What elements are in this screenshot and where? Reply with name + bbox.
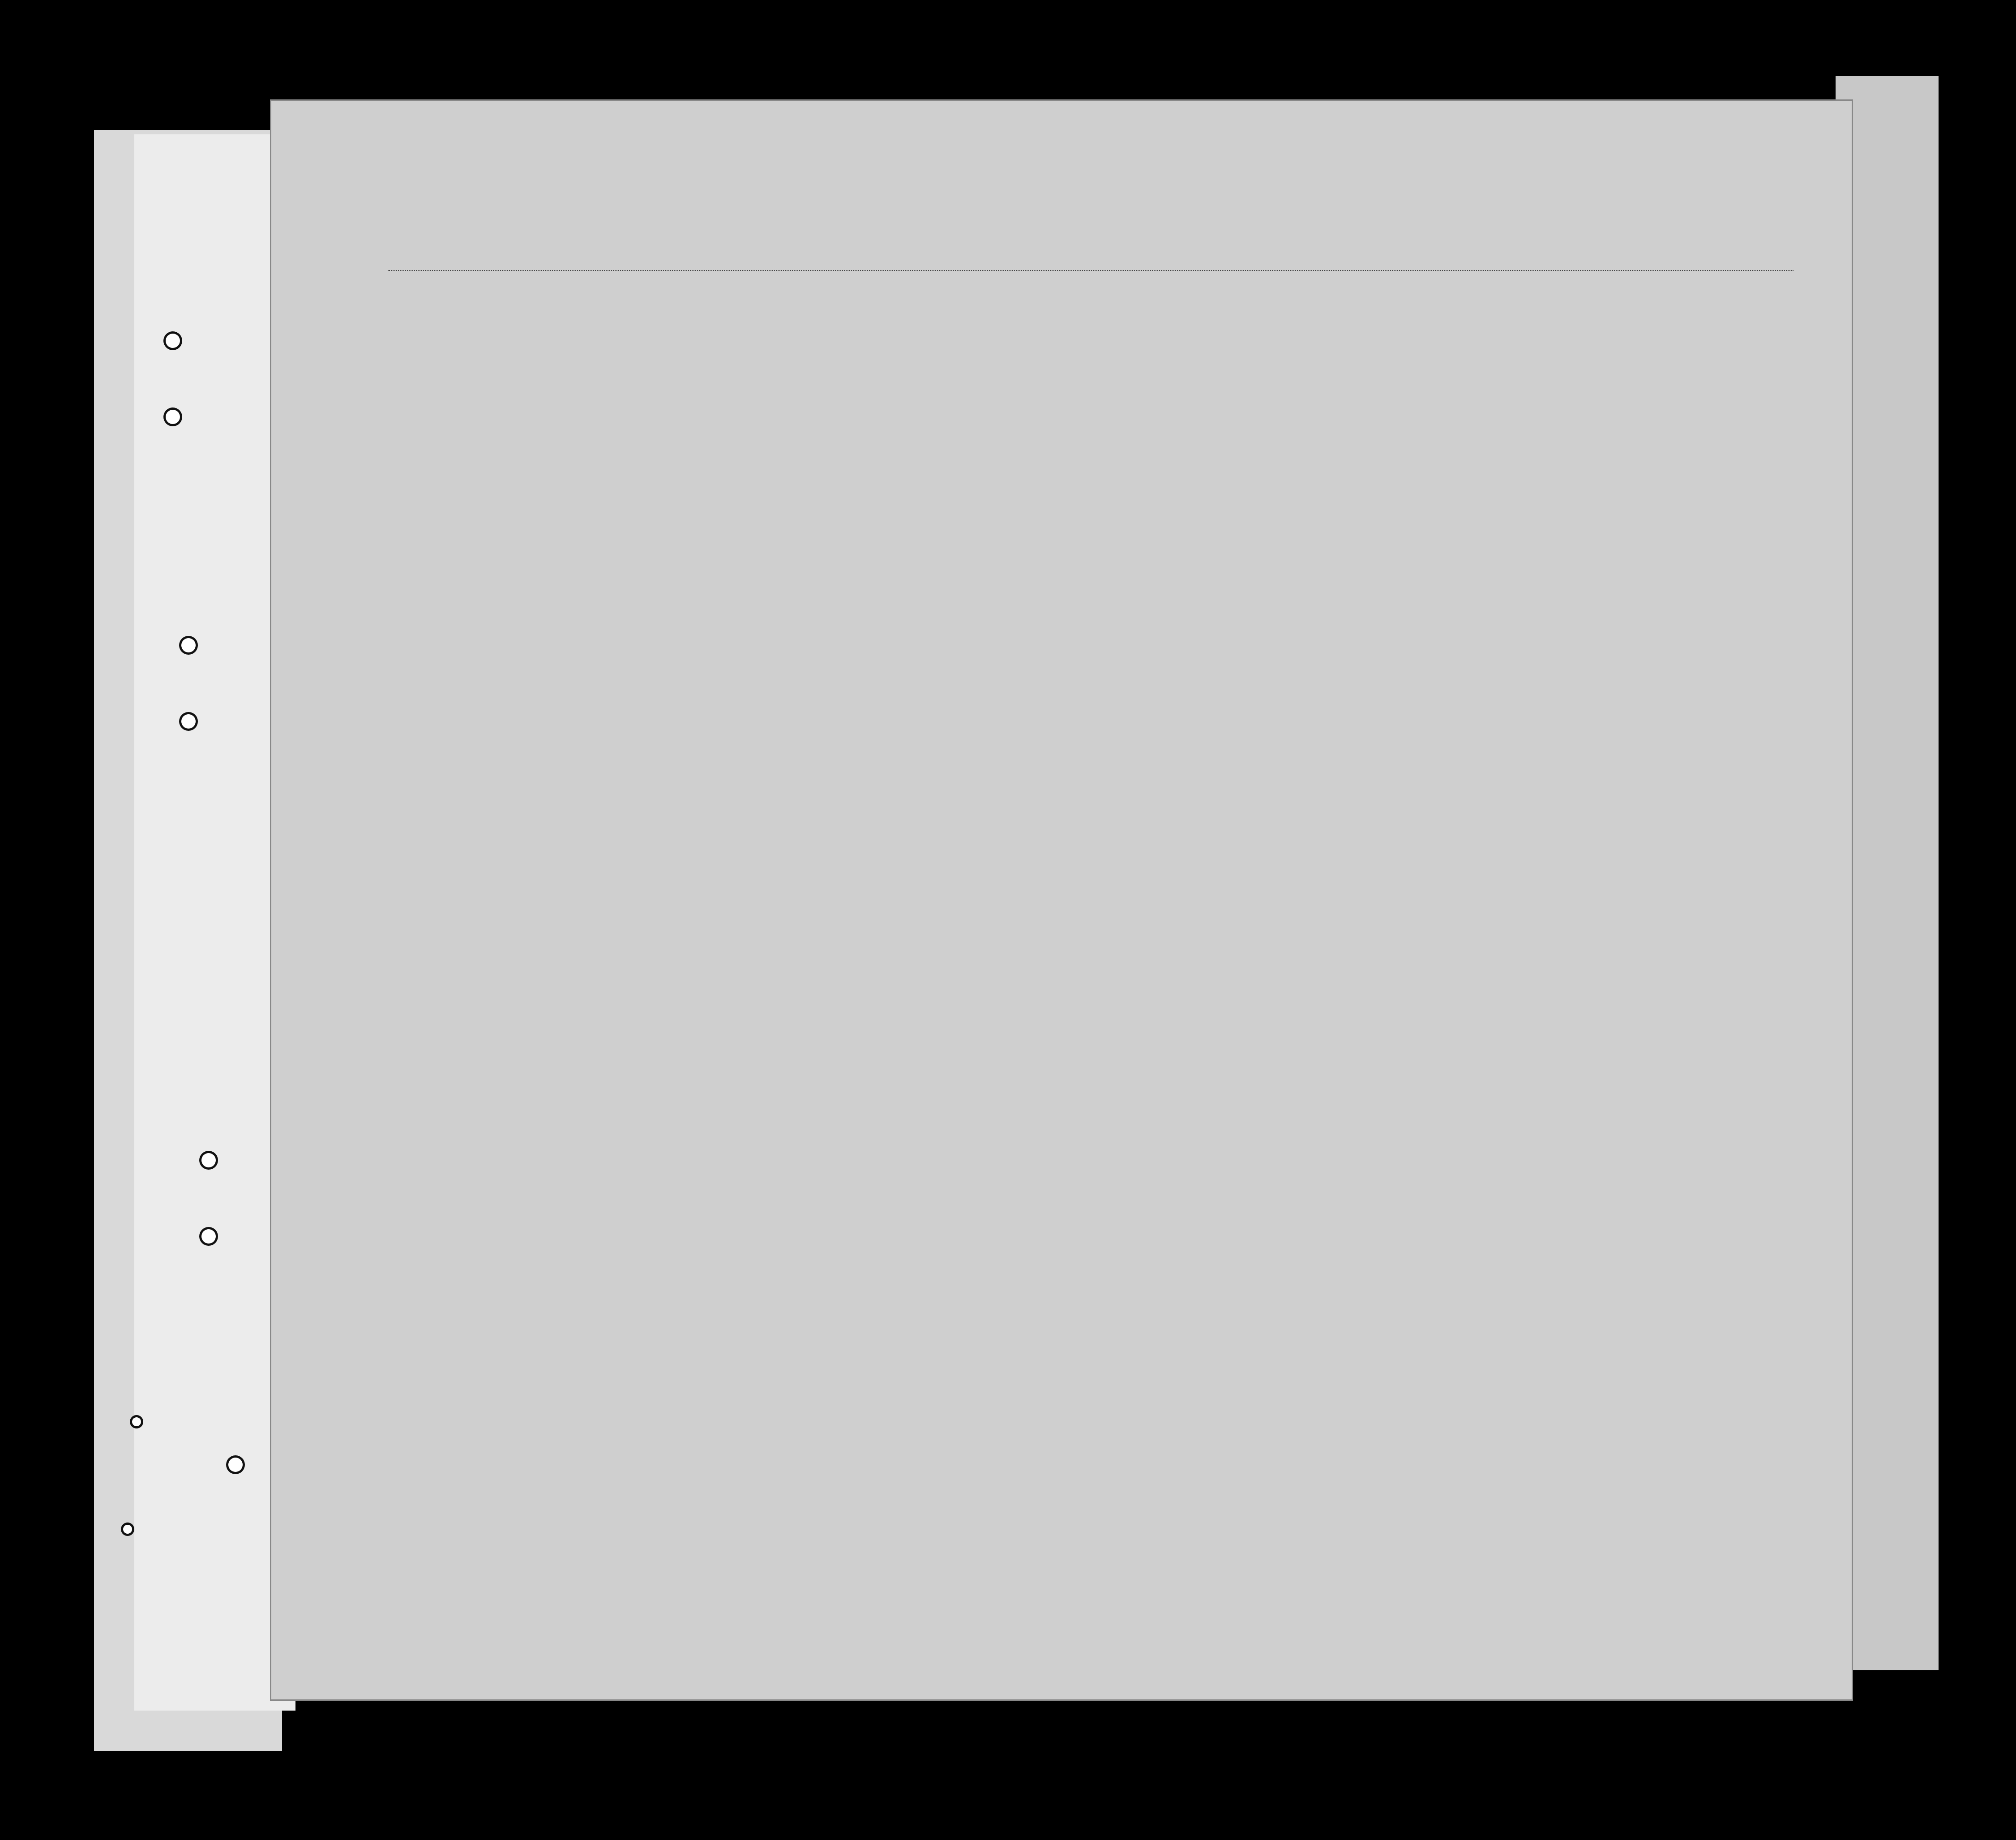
punch-hole bbox=[179, 636, 198, 655]
punch-hole bbox=[121, 1523, 134, 1536]
punch-hole bbox=[163, 331, 182, 350]
footer-line-row bbox=[1438, 1484, 1455, 1499]
manifest-page bbox=[271, 101, 1852, 1699]
punch-hole bbox=[199, 1151, 218, 1170]
punch-hole bbox=[130, 1415, 143, 1428]
footer-agents-row bbox=[1438, 1529, 1447, 1544]
punch-hole bbox=[179, 712, 198, 731]
manifest-grid bbox=[271, 101, 1852, 1699]
punch-hole bbox=[163, 407, 182, 426]
punch-hole bbox=[199, 1227, 218, 1246]
footer-owners-row bbox=[1438, 1507, 1451, 1524]
punch-hole bbox=[226, 1455, 245, 1474]
